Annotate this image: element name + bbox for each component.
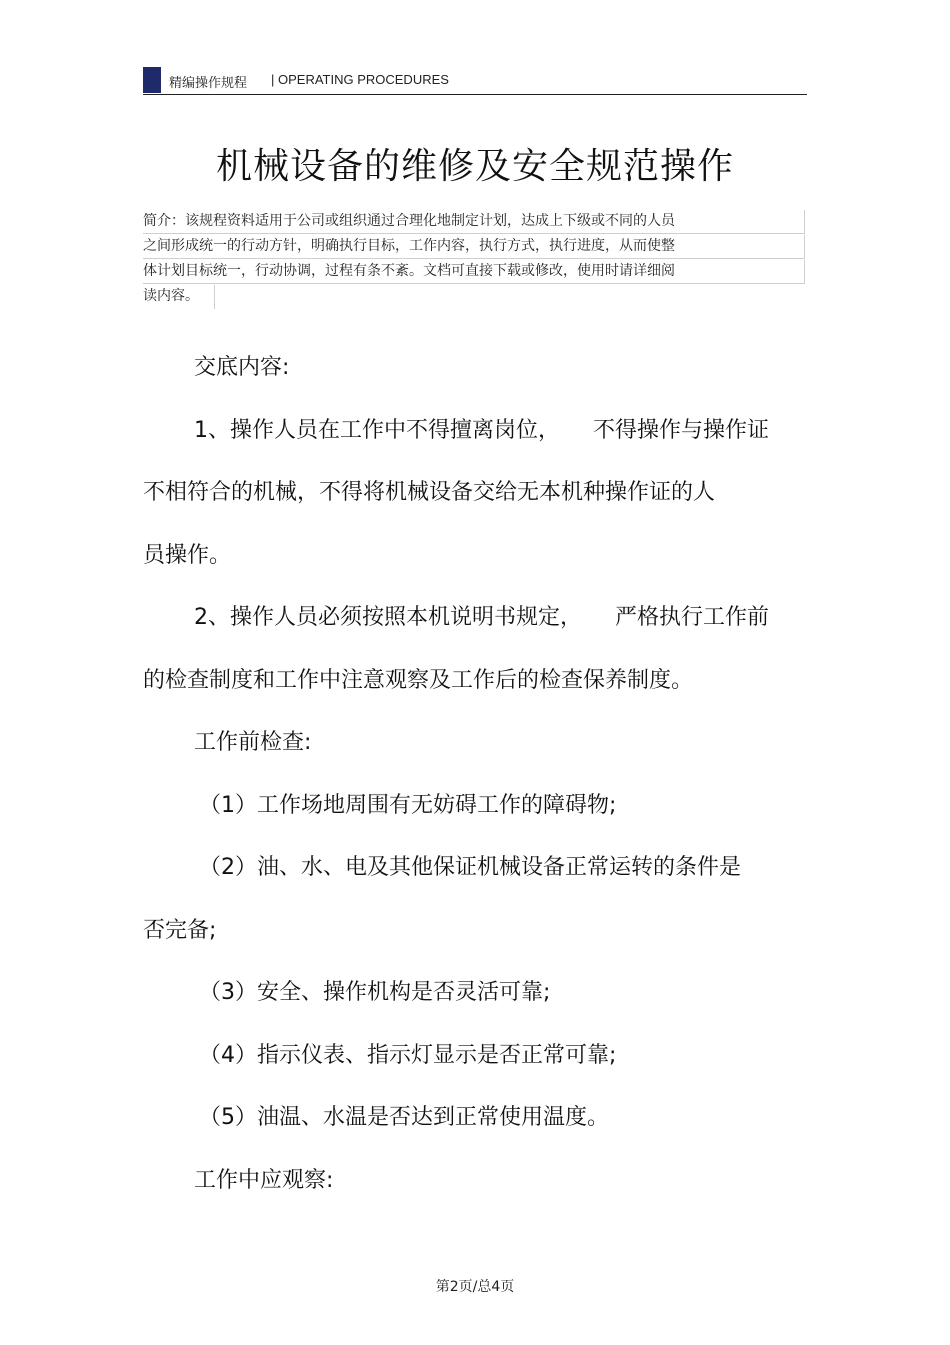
document-body (143, 337, 803, 1212)
paragraph-line: 不相符合的机械，不得将机械设备交给无本机种操作证的人 (143, 480, 716, 505)
paragraph-line: （5）油温、水温是否达到正常使用温度。 (199, 1105, 609, 1130)
intro-line: 之间形成统一的行动方针，明确执行目标，工作内容，执行方式，执行进度，从而使整 (143, 235, 805, 260)
document-title: 机械设备的维修及安全规范操作 (215, 146, 734, 187)
page-header (143, 67, 807, 95)
paragraph-line: 1、操作人员在工作中不得擅离岗位， 不得操作与操作证 (194, 417, 769, 443)
paragraph-line: 2、操作人员必须按照本机说明书规定， 严格执行工作前 (194, 605, 769, 630)
paragraph-line: 的检查制度和工作中注意观察及工作后的检查保养制度。 (143, 667, 694, 693)
paragraph-line: 交底内容: (194, 355, 290, 380)
page-number: 第2页/总4页 (435, 1279, 515, 1295)
intro-line: 读内容。 (143, 285, 215, 310)
paragraph-line: （2）油、水、电及其他保证机械设备正常运转的条件是 (199, 855, 741, 880)
paragraph-line: 员操作。 (143, 542, 232, 568)
paragraph-line: （3）安全、操作机构是否灵活可靠; (199, 980, 551, 1005)
header-title: 精编操作规程 (169, 76, 248, 91)
header-divider (143, 94, 807, 95)
paragraph-line: （4）指示仪表、指示灯显示是否正常可靠; (199, 1042, 617, 1068)
intro-line: 简介：该规程资料适用于公司或组织通过合理化地制定计划，达成上下级或不同的人员 (143, 210, 805, 235)
paragraph-line: 工作中应观察: (194, 1167, 334, 1193)
paragraph-line: 否完备; (143, 917, 217, 943)
intro-line: 体计划目标统一，行动协调，过程有条不紊。文档可直接下载或修改，使用时请详细阅 (143, 260, 805, 285)
paragraph-line: （1）工作场地周围有无妨碍工作的障碍物; (199, 792, 617, 818)
paragraph-line: 工作前检查: (194, 730, 312, 755)
header-subtitle: | OPERATING PROCEDURES (271, 72, 449, 87)
logo-icon (143, 67, 161, 93)
intro-box (143, 210, 805, 310)
